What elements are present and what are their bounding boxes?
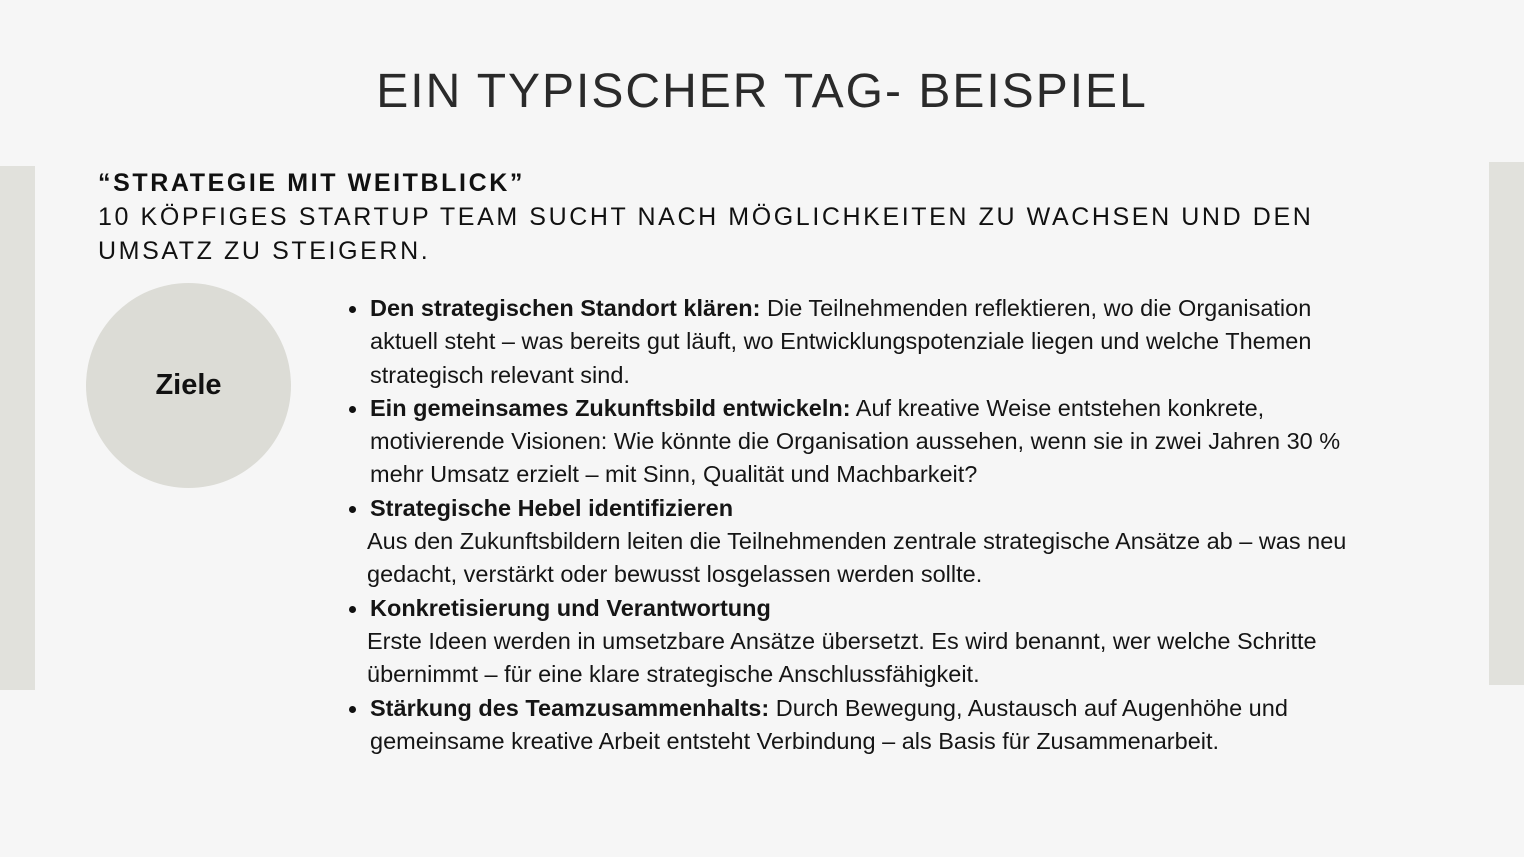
goal-item-zukunftsbild [347, 392, 1357, 492]
goal-item-hebel [347, 492, 1357, 592]
goal-text: Auf kreative Weise entstehen konkrete, motivierende Visionen: Wie könnte die Organisation aussehen, wenn sie in zwei Jahren 30 % mehr Umsatz erzielt – mit Sinn, Qualität und Machbarkeit? [370, 394, 1341, 488]
left-decorative-bar [0, 166, 35, 690]
goal-item-verantwortung [347, 592, 1357, 692]
goal-text: Erste Ideen werden in umsetzbare Ansätze übersetzt. Es wird benannt, wer welche Schritte übernimmt – für eine klare strategische Anschlussfähigkeit. [367, 627, 1317, 688]
goals-circle-label: Ziele [155, 369, 222, 401]
goal-heading: Ein gemeinsames Zukunftsbild entwickeln: [370, 394, 851, 421]
goals-circle [86, 283, 291, 488]
goal-text: Die Teilnehmenden reflektieren, wo die Organisation aktuell steht – was bereits gut läuft, wo Entwicklungspotenziale liegen und welche Themen strategisch relevant sind. [370, 295, 1312, 388]
page-title: EIN TYPISCHER TAG- BEISPIEL [376, 65, 1148, 118]
goal-heading: Strategische Hebel identifizieren [370, 494, 734, 521]
goals-list [347, 292, 1357, 758]
goal-heading: Konkretisierung und Verantwortung [370, 594, 771, 621]
goal-text: Durch Bewegung, Austausch auf Augenhöhe und gemeinsame kreative Arbeit entsteht Verbindung – als Basis für Zusammenarbeit. [370, 694, 1288, 754]
subtitle-description: 10 KÖPFIGES STARTUP TEAM SUCHT NACH MÖGLICHKEITEN ZU WACHSEN UND DEN UMSATZ ZU STEIGERN. [98, 203, 1314, 265]
goal-item-teamzusammenhalt [347, 692, 1357, 759]
goal-heading: Den strategischen Standort klären: [370, 295, 761, 321]
subtitle-quote: “STRATEGIE MIT WEITBLICK” [98, 169, 526, 197]
goal-text: Aus den Zukunftsbildern leiten die Teilnehmenden zentrale strategische Ansätze ab – was neu gedacht, verstärkt oder bewusst losgelassen werden sollte. [367, 528, 1347, 588]
goal-item-standort [347, 292, 1357, 392]
goal-heading: Stärkung des Teamzusammenhalts: [370, 694, 770, 721]
right-decorative-bar [1489, 162, 1524, 685]
subtitle-block [98, 166, 1428, 268]
